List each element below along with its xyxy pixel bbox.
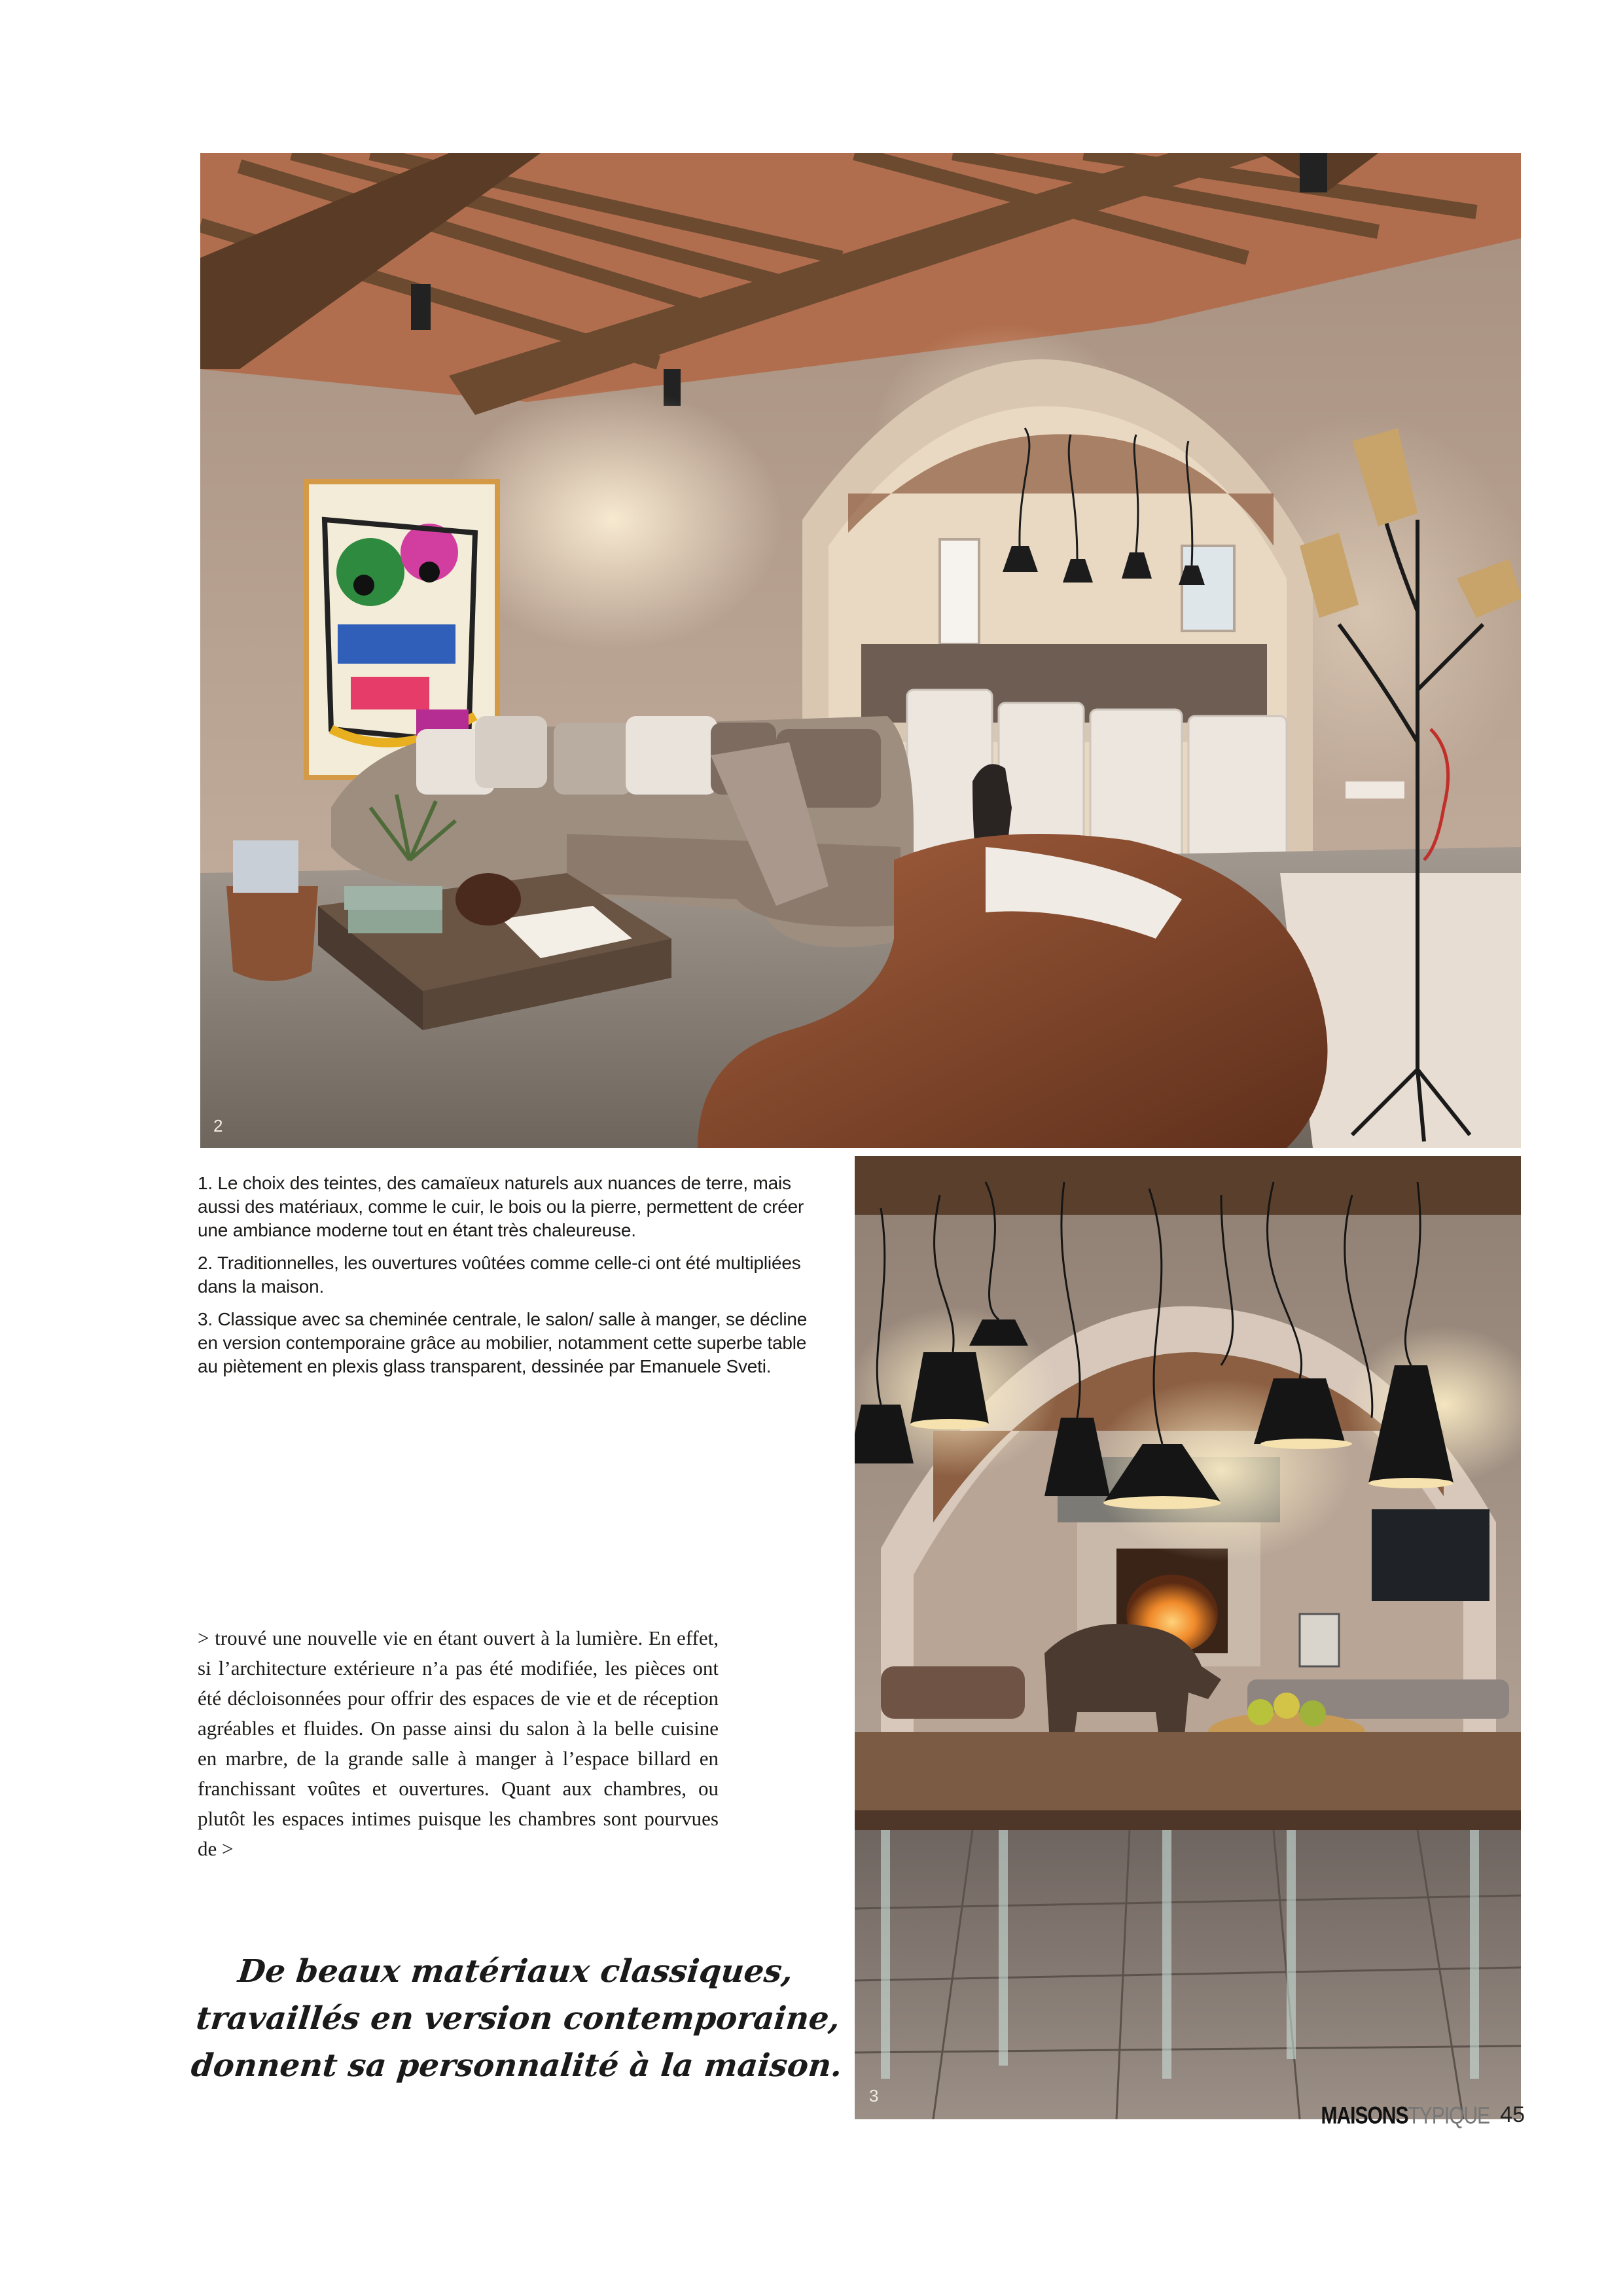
dining-room-illustration <box>855 1156 1521 2119</box>
photo-number: 2 <box>213 1116 223 1136</box>
photo-number: 3 <box>869 2086 879 2106</box>
dining-room-photo <box>855 1156 1521 2119</box>
living-room-illustration <box>200 153 1521 1148</box>
photo-captions <box>198 1172 830 1388</box>
caption-2: 2. Traditionnelles, les ouvertures voûtées comme celle-ci ont été multipliées dans la maison. <box>198 1253 801 1297</box>
caption-3: 3. Classique avec sa cheminée centrale, le salon/ salle à manger, se décline en version contemporaine grâce au mobilier, notamment cette superbe table au piètement en plexis glass transparent, dessinée par Emanuele Sveti. <box>198 1309 808 1376</box>
pull-quote-line: donnent sa personnalité à la maison. <box>189 2047 844 2084</box>
article-paragraph: > trouvé une nouvelle vie en étant ouvert à la lumière. En effet, si l’architecture extérieure n’a pas été modifiée, les pièces ont été décloisonnées pour offrir des espaces de vie et de réception agréables et fluides. On passe ainsi du salon à la belle cuisine en marbre, de la grande salle à manger à l’espace billard en franchissant voûtes et ouvertures. Quant aux chambres, ou plutôt les espaces intimes puisque les chambres sont pourvues de > <box>198 1626 719 1860</box>
article-body <box>198 1623 719 1864</box>
living-room-photo <box>200 153 1521 1148</box>
pull-quote-line: De beaux matériaux classiques, <box>236 1953 795 1990</box>
caption-1: 1. Le choix des teintes, des camaïeux naturels aux nuances de terre, mais aussi des matériaux, comme le cuir, le bois ou la pierre, permettent de créer une ambiance moderne tout en étant très chaleureuse. <box>198 1173 804 1240</box>
logo-part: MAISONS <box>1321 2102 1408 2129</box>
pull-quote <box>189 1948 844 2089</box>
logo-part: TYPIQUE <box>1408 2102 1490 2129</box>
page-number: 45 <box>1500 2102 1525 2127</box>
pull-quote-line: travaillés en version contemporaine, <box>194 2000 842 2037</box>
page-footer <box>1321 2102 1525 2128</box>
magazine-logo <box>1321 2102 1489 2130</box>
